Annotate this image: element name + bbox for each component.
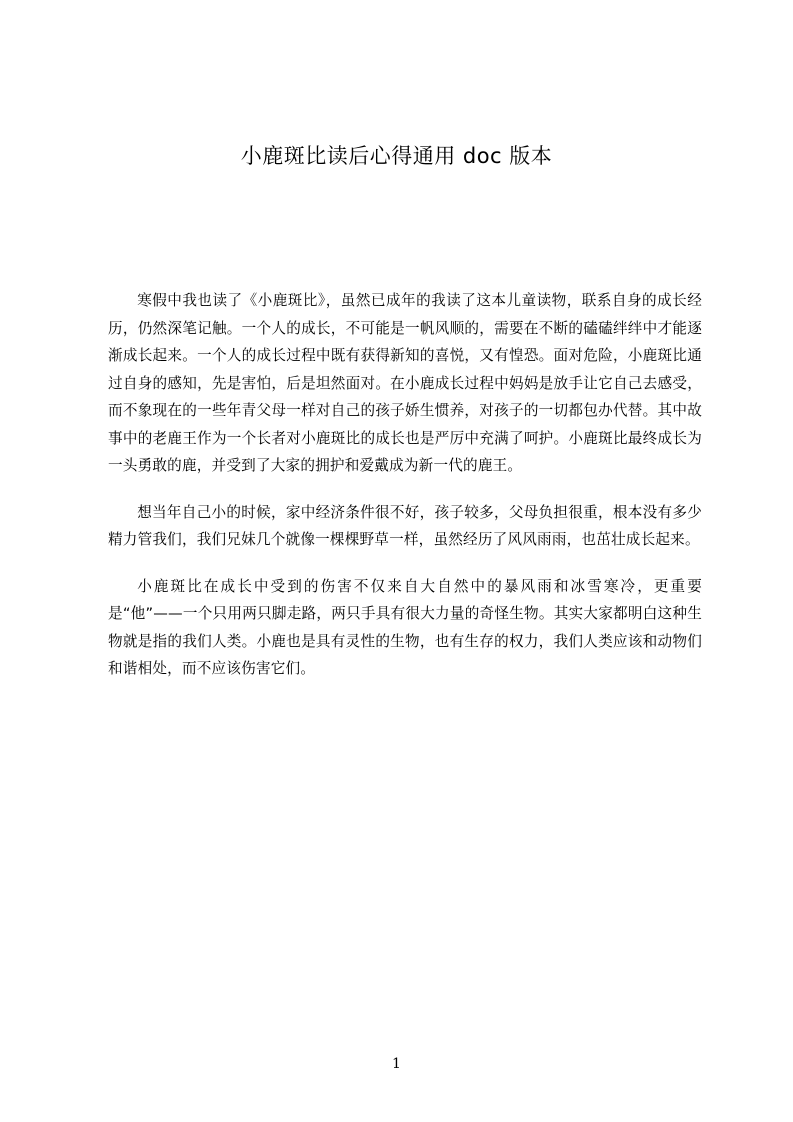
- paragraph-2: 想当年自己小的时候，家中经济条件很不好，孩子较多，父母负担很重，根本没有多少精力管我们，我们兄妹几个就像一棵棵野草一样，虽然经历了风风雨雨，也茁壮成长起来。: [108, 503, 702, 548]
- page-number: 1: [392, 1056, 401, 1072]
- paragraph-3: 小鹿斑比在成长中受到的伤害不仅来自大自然中的暴风雨和冰雪寒冷，更重要是“他”——一个只用两只脚走路，两只手具有很大力量的奇怪生物。其实大家都明白这种生物就是指的我们人类。小鹿也是具有灵性的生物，也有生存的权力，我们人类应该和动物们和谐相处，而不应该伤害它们。: [108, 577, 702, 677]
- document-title: 小鹿斑比读后心得通用 doc 版本: [240, 144, 553, 168]
- paragraph-1: 寒假中我也读了《小鹿斑比》，虽然已成年的我读了这本儿童读物，联系自身的成长经历，仍然深笔记触。一个人的成长，不可能是一帆风顺的，需要在不断的磕磕绊绊中才能逐渐成长起来。一个人的成长过程中既有获得新知的喜悦，又有惶恐。面对危险，小鹿斑比通过自身的感知，先是害怕，后是坦然面对。在小鹿成长过程中妈妈是放手让它自己去感受，而不象现在的一些年青父母一样对自己的孩子娇生惯养，对孩子的一切都包办代替。其中故事中的老鹿王作为一个长者对小鹿斑比的成长也是严厉中充满了呵护。小鹿斑比最终成长为一头勇敢的鹿，并受到了大家的拥护和爱戴成为新一代的鹿王。: [108, 292, 702, 474]
- document-body: [108, 287, 702, 702]
